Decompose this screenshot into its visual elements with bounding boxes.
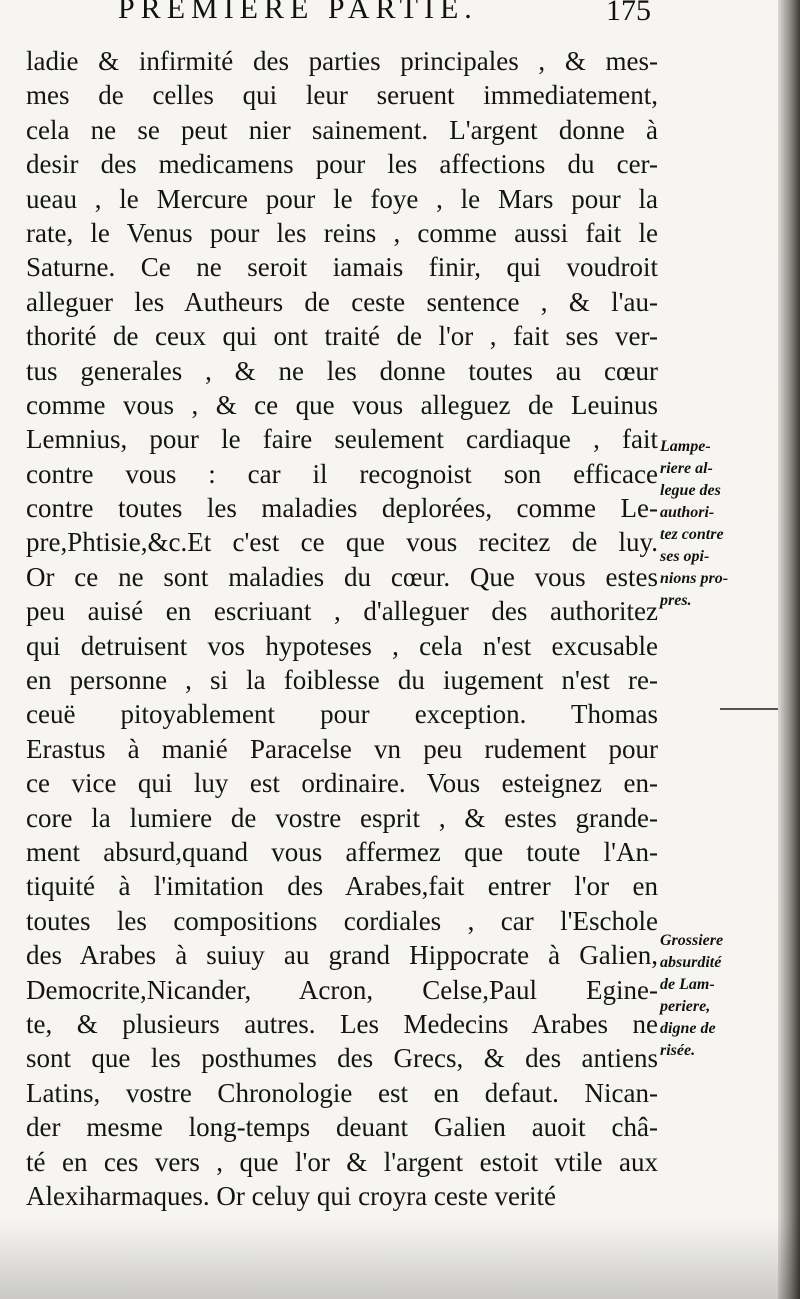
text-line: pre,Phtisie,&c.Et c'est ce que vous recitez de luy. [26,527,658,558]
margin-note-line: de Lam- [660,976,715,993]
margin-note-line: riere al- [660,460,713,477]
margin-note-lamperiere [660,436,770,612]
text-line: desir des medicamens pour les affections du cer- [26,149,658,180]
text-line: Erastus à manié Paracelse vn peu rudement pour [26,733,658,764]
margin-note-line: Lampe- [660,438,711,455]
text-line: Or ce ne sont maladies du cœur. Que vous estes [26,561,658,592]
text-line: Democrite,Nicander, Acron, Celse,Paul Egine- [26,974,658,1005]
page-number: 175 [606,0,651,27]
text-line: qui detruisent vos hypoteses , cela n'est excusable [26,630,658,661]
margin-note-line: authori- [660,504,715,521]
margin-rule [720,708,778,710]
text-line: peu auisé en escriuant , d'alleguer des authoritez [26,596,658,627]
text-line: ce vice qui luy est ordinaire. Vous esteignez en- [26,768,658,799]
text-line: en personne , si la foiblesse du iugement n'est re- [26,665,658,696]
margin-note-line: ses opi- [660,548,710,565]
text-line: ladie & infirmité des parties principales , & mes- [26,46,658,76]
text-line: core la lumiere de vostre esprit , & estes grande- [26,802,658,833]
text-line: Latins, vostre Chronologie est en defaut. Nican- [26,1077,658,1108]
margin-note-line: Grossiere [660,932,724,949]
margin-note-line: nions pro- [660,570,729,587]
margin-note-line: absurdité [660,954,722,971]
margin-note-line: legue des [660,482,721,499]
text-line: contre toutes les maladies deplorées, comme Le- [26,493,658,524]
margin-note-line: pres. [660,592,692,609]
text-line: contre vous : car il recognoist son efficace [26,458,658,489]
text-line: tiquité à l'imitation des Arabes,fait entrer l'or en [26,871,658,902]
text-line: ueau , le Mercure pour le foye , le Mars pour la [26,183,658,214]
text-line: alleguer les Autheurs de ceste sentence , & l'au- [26,286,658,317]
margin-note-line: tez contre [660,526,724,543]
text-line: ment absurd,quand vous affermez que toute l'An- [26,836,658,867]
margin-note-line: risée. [660,1042,696,1059]
text-line: mes de celles qui leur seruent immediatement, [26,80,658,111]
text-line: ceuë pitoyablement pour exception. Thomas [26,699,658,730]
text-line: cela ne se peut nier sainement. L'argent donne à [26,114,658,145]
text-line: der mesme long-temps deuant Galien auoit châ- [26,1112,658,1143]
main-text-block [26,44,658,1213]
text-line: thorité de ceux qui ont traité de l'or , fait ses ver- [26,321,658,352]
page-bottom-shade [0,1219,800,1299]
text-line: comme vous , & ce que vous alleguez de Leuinus [26,389,658,420]
running-head: PREMIERE PARTIE. [118,0,478,25]
text-line: toutes les compositions cordiales , car l'Eschole [26,905,658,936]
text-line: sont que les posthumes des Grecs, & des antiens [26,1043,658,1074]
text-line: tus generales , & ne les donne toutes au cœur [26,355,658,386]
page-gutter-shadow [778,0,800,1299]
text-line: te, & plusieurs autres. Les Medecins Arabes ne [26,1008,658,1039]
text-line: rate, le Venus pour les reins , comme aussi fait le [26,217,658,248]
text-line: des Arabes à suiuy au grand Hippocrate à Galien, [26,940,658,971]
text-line: Saturne. Ce ne seroit iamais finir, qui voudroit [26,252,658,283]
text-line: Alexiharmaques. Or celuy qui croyra ceste verité [26,1180,557,1211]
text-line: Lemnius, pour le faire seulement cardiaque , fait [26,424,658,455]
margin-note-line: periere, [660,998,711,1015]
text-line: té en ces vers , que l'or & l'argent estoit vtile aux [26,1146,658,1177]
margin-note-grossiere [660,930,770,1062]
margin-note-line: digne de [660,1020,716,1037]
page-header [0,0,780,30]
